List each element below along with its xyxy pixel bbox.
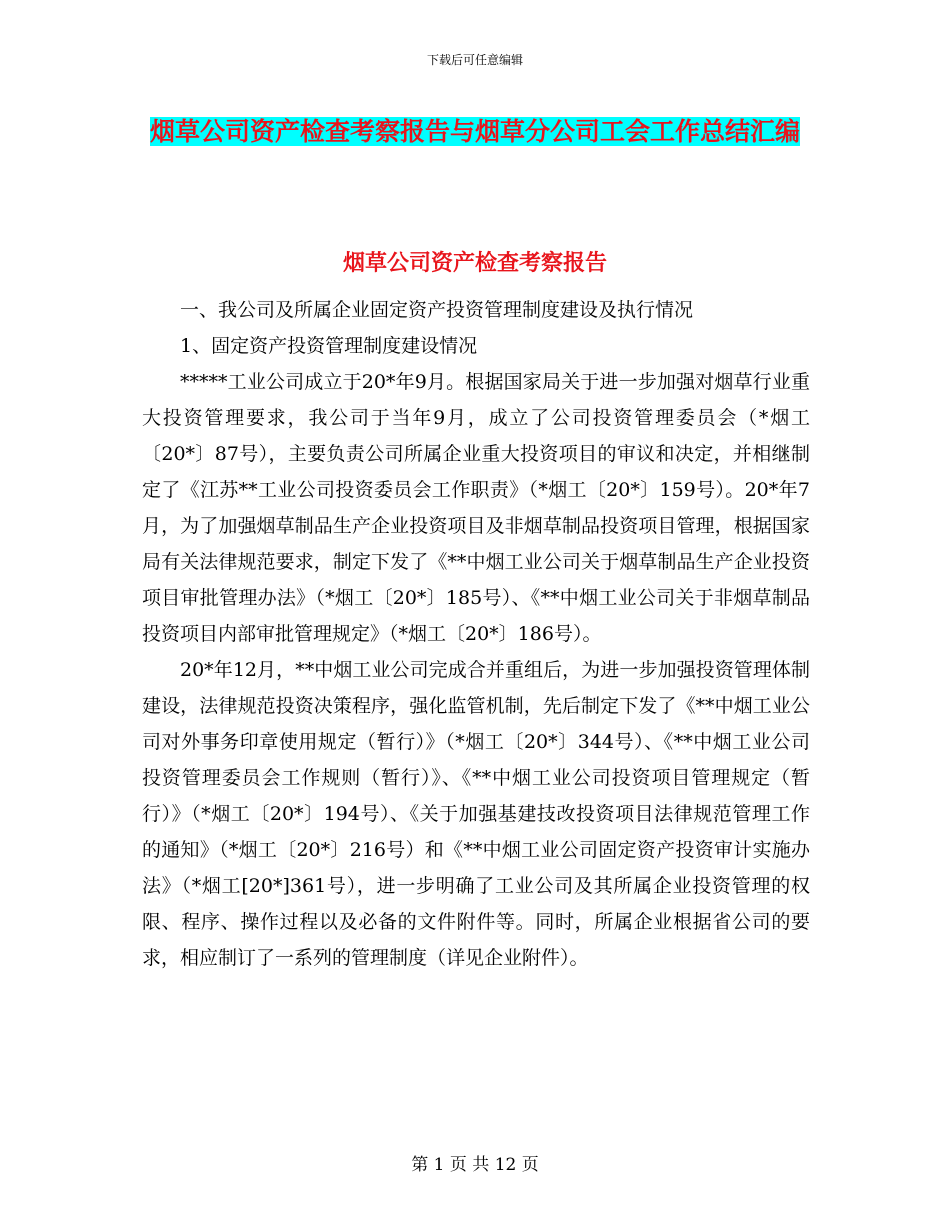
page-header-note: 下载后可任意编辑 — [426, 53, 523, 67]
document-body — [142, 292, 810, 976]
document-title-text: 烟草公司资产检查考察报告与烟草分公司工会工作总结汇编 — [149, 117, 800, 146]
document-title — [140, 110, 810, 154]
paragraph-body-2: 20*年12月，**中烟工业公司完成合并重组后，为进一步加强投资管理体制建设，法律规范投资决策程序，强化监管机制，先后制定下发了《**中烟工业公司对外事务印章使用规定（暂行）》（*烟工〔20*〕344号）、《**中烟工业公司投资管理委员会工作规则（暂行）》、《**中烟工业公司投资项目管理规定（暂行）》（*烟工〔20*〕194号）、《关于加强基建技改投资项目法律规范管理工作的通知》（*烟工〔20*〕216号）和《**中烟工业公司固定资产投资审计实施办法》（*烟工[20*]361号），进一步明确了工业公司及其所属企业投资管理的权限、程序、操作过程以及必备的文件附件等。同时，所属企业根据省公司的要求，相应制订了一系列的管理制度（详见企业附件）。 — [142, 659, 810, 969]
paragraph-heading-2: 1、固定资产投资管理制度建设情况 — [180, 335, 478, 357]
page-number: 第 1 页 共 12 页 — [411, 1155, 539, 1175]
paragraph-body-1: *****工业公司成立于20*年9月。根据国家局关于进一步加强对烟草行业重大投资管理要求，我公司于当年9月，成立了公司投资管理委员会（*烟工〔20*〕87号），主要负责公司所属企业重大投资项目的审议和决定，并相继制定了《江苏**工业公司投资委员会工作职责》（*烟工〔20*〕159号）。20*年7月，为了加强烟草制品生产企业投资项目及非烟草制品投资项目管理，根据国家局有关法律规范要求，制定下发了《**中烟工业公司关于烟草制品生产企业投资项目审批管理办法》（*烟工〔20*〕185号）、《**中烟工业公司关于非烟草制品投资项目内部审批管理规定》（*烟工〔20*〕186号）。 — [142, 371, 810, 645]
paragraph-heading-1: 一、我公司及所属企业固定资产投资管理制度建设及执行情况 — [180, 299, 694, 321]
section-title: 烟草公司资产检查考察报告 — [342, 250, 607, 276]
